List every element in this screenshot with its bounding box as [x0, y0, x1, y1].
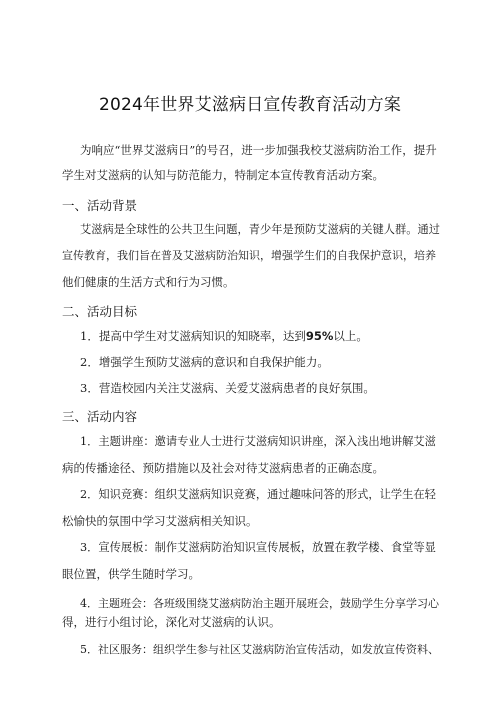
content-item-3-line-1: 3．宣传展板：制作艾滋病防治知识宣传展板，放置在教学楼、食堂等显 — [80, 541, 436, 554]
goal-item-3: 3．营造校园内关注艾滋病、关爱艾滋病患者的良好氛围。 — [80, 381, 375, 395]
goal-item-1-text: 1．提高中学生对艾滋病知识的知晓率，达到 — [80, 329, 306, 343]
section-heading-content: 三、活动内容 — [62, 409, 138, 424]
content-item-2-line-2: 松愉快的氛围中学习艾滋病相关知识。 — [62, 514, 258, 528]
content-item-5-line-1: 5．社区服务：组织学生参与社区艾滋病防治宣传活动，如发放宣传资料、 — [80, 643, 439, 656]
content-item-1-line-2: 病的传播途径、预防措施以及社会对待艾滋病患者的正确态度。 — [62, 461, 384, 475]
content-item-3-line-2: 眼位置，供学生随时学习。 — [62, 567, 200, 581]
goal-item-2: 2．增强学生预防艾滋病的意识和自我保护能力。 — [80, 355, 329, 369]
intro-line-1: 为响应“世界艾滋病日”的号召，进一步加强我校艾滋病防治工作，提升 — [80, 143, 437, 157]
background-line-2: 宣传教育，我们旨在普及艾滋病防治知识，增强学生们的自我保护意识，培养 — [62, 249, 436, 262]
goal-item-1-suffix: 以上。 — [333, 329, 368, 343]
content-item-1-line-1: 1．主题讲座：邀请专业人士进行艾滋病知识讲座，深入浅出地讲解艾滋 — [80, 435, 436, 448]
goal-item-1-percent: 95% — [305, 329, 334, 343]
intro-line-2: 学生对艾滋病的认知与防范能力，特制定本宣传教育活动方案。 — [62, 168, 384, 182]
background-line-3: 他们健康的生活方式和行为习惯。 — [62, 275, 235, 289]
goal-item-1 — [80, 326, 368, 346]
content-item-4-line-1: 4．主题班会：各班级围绕艾滋病防治主题开展班会，鼓励学生分享学习心 — [80, 597, 439, 610]
content-item-4-line-2: 得，进行小组讨论，深化对艾滋病的认识。 — [62, 615, 281, 629]
background-line-1: 艾滋病是全球性的公共卫生问题，青少年是预防艾滋病的关键人群。通过 — [80, 223, 441, 236]
section-heading-goals: 二、活动目标 — [62, 304, 138, 319]
document-title: 2024年世界艾滋病日宣传教育活动方案 — [98, 95, 402, 115]
section-heading-background: 一、活动背景 — [62, 198, 138, 213]
content-item-2-line-1: 2．知识竞赛：组织艾滋病知识竞赛，通过趣味问答的形式，让学生在轻 — [80, 488, 436, 501]
